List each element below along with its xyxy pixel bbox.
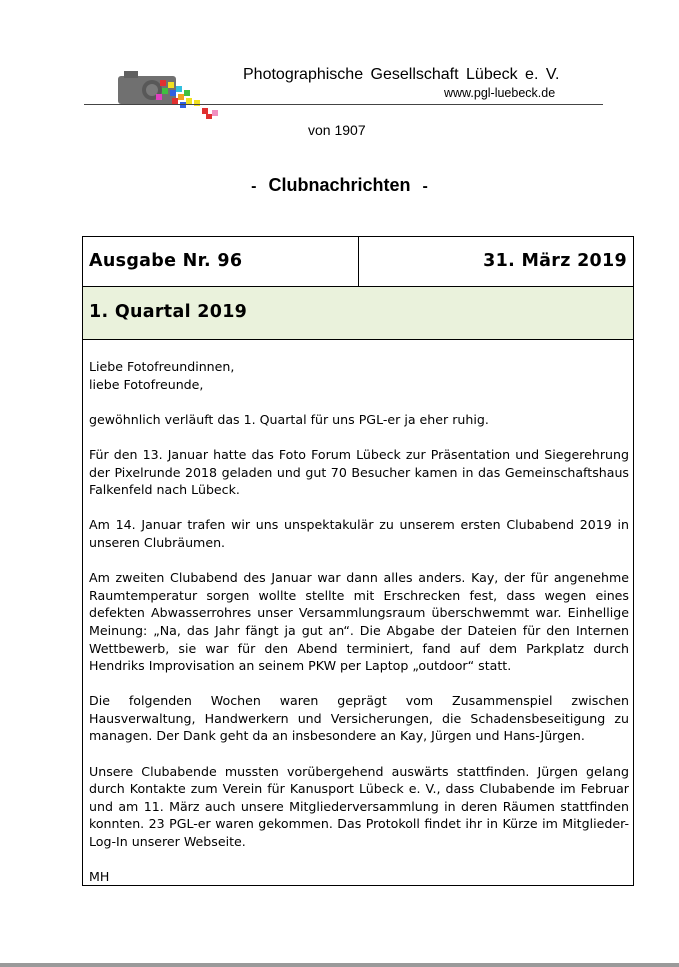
- article-paragraph: Am zweiten Clubabend des Januar war dann alles anders. Kay, der für angenehme Raumtemperatur sorgen wollte stellte mit Erschrecken fest, dass wegen eines defekten Abwasserrohres unser Versammlungsraum überschwemmt war. Einhellige Meinung: „Na, das Jahr fängt ja gut an“. Die Abgabe der Dateien für den Internen Wettbewerb, sie war für den Abend terminiert, fand auf dem Parkplatz durch Hendriks Improvisation an seinem PKW per Laptop „outdoor“ statt.: [89, 570, 629, 674]
- issue-date: 31. März 2019: [483, 251, 627, 271]
- page-bottom-border: [0, 963, 679, 967]
- article-paragraph: Am 14. Januar trafen wir uns unspektakulär zu unserem ersten Clubabend 2019 in unseren Clubräumen.: [89, 517, 629, 550]
- article-paragraph: Unsere Clubabende mussten vorübergehend auswärts stattfinden. Jürgen gelang durch Kontakte zum Verein für Kanusport Lübeck e. V., dass Clubabende im Februar und am 11. März auch unsere Mitgliederversammlung in deren Räumen stattfinden konnten. 23 PGL-er waren gekommen. Das Protokoll findet ihr in Kürze im Mitglieder-Log-In unserer Webseite.: [89, 763, 629, 850]
- headline-dash-left: -: [251, 178, 257, 195]
- article-body: [89, 358, 629, 886]
- quarter-title: 1. Quartal 2019: [89, 302, 248, 322]
- salutation-line: Liebe Fotofreundinnen,: [89, 359, 235, 374]
- article-paragraph: Die folgenden Wochen waren geprägt vom Zusammenspiel zwischen Hausverwaltung, Handwerkern und Versicherungen, die Schadensbeseitigung zu managen. Der Dank geht da an insbesondere an Kay, Jürgen und Hans-Jürgen.: [89, 693, 629, 744]
- headline-dash-right: -: [422, 178, 428, 195]
- issue-header-row: [83, 237, 633, 287]
- organization-name: Photographische Gesellschaft Lübeck e. V.: [243, 66, 560, 83]
- article-paragraph: Für den 13. Januar hatte das Foto Forum Lübeck zur Präsentation und Siegerehrung der Pixelrunde 2018 geladen und gut 70 Besucher kamen in das Gemeinschaftshaus Falkenfeld nach Lübeck.: [89, 446, 629, 498]
- issue-number: Ausgabe Nr. 96: [89, 251, 243, 271]
- headline-title: Clubnachrichten: [268, 175, 411, 195]
- signature: MH: [89, 869, 110, 885]
- salutation-line: liebe Fotofreunde,: [89, 376, 204, 392]
- camera-pixel-logo-icon: [116, 68, 231, 120]
- founded-text: von 1907: [308, 122, 366, 138]
- quarter-row: [83, 287, 633, 340]
- article-paragraph: gewöhnlich verläuft das 1. Quartal für uns PGL-er ja eher ruhig.: [89, 411, 489, 427]
- newsletter-box: [82, 236, 634, 886]
- cell-divider: [358, 237, 359, 286]
- header-rule: [84, 104, 603, 105]
- newsletter-headline: [0, 175, 679, 196]
- website-link[interactable]: www.pgl-luebeck.de: [444, 86, 556, 100]
